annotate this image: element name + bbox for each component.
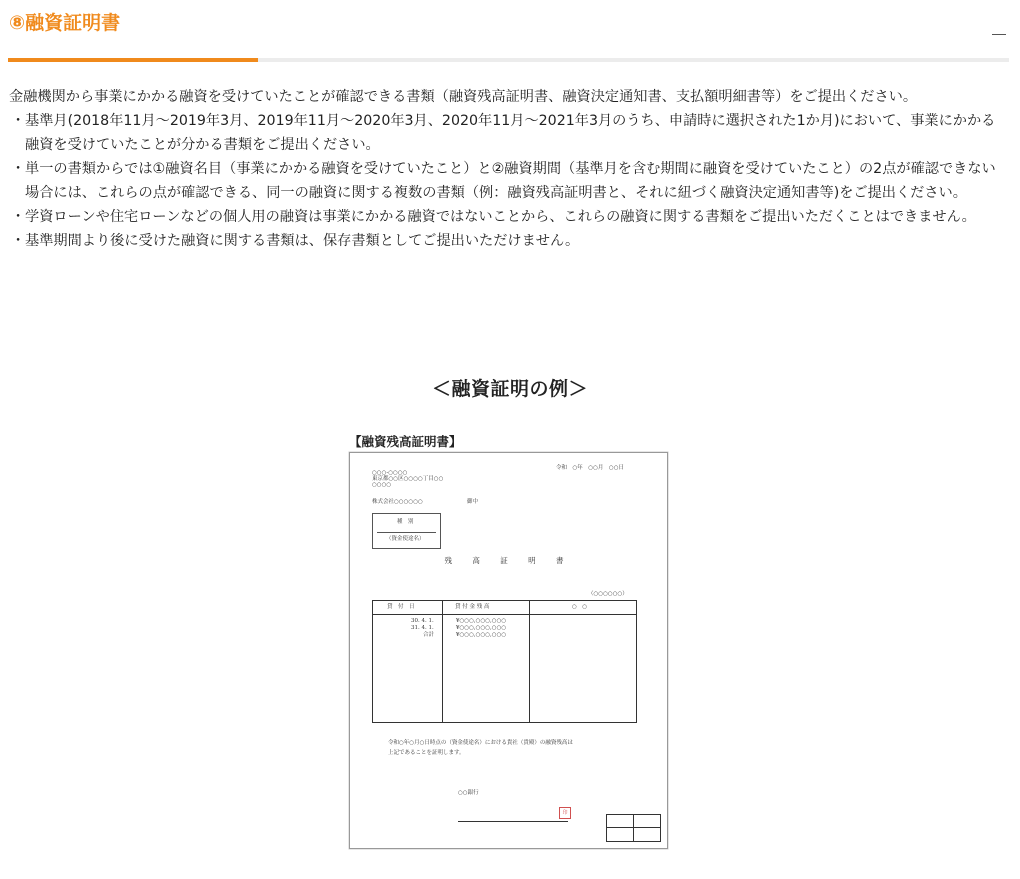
doc-date: 令和 ○年 ○○月 ○○日 bbox=[556, 465, 624, 471]
doc-type-box: 種 別 （資金使途名） bbox=[372, 513, 441, 549]
intro-text bbox=[9, 85, 1009, 253]
list-item: ・ 単一の書類からでは①融資名目（事業にかかる融資を受けていたこと）と②融資期間（基準月を含む期間に融資を受けていたこと）の2点が確認できない場合には、これらの点が確認できる、同一の融資に関する複数の書類（例：融資残高証明書と、それに紐づく融資決定通知書等)をご提出ください。 bbox=[11, 161, 996, 201]
requirement-list bbox=[9, 109, 1009, 253]
doc-honorific: 御中 bbox=[467, 499, 479, 505]
collapse-toggle-icon[interactable] bbox=[990, 26, 1008, 36]
table-row: 30. 4. 1. bbox=[411, 618, 434, 624]
list-item: ・ 学資ローンや住宅ローンなどの個人用の融資は事業にかかる融資ではないことから、これらの融資に関する書類をご提出いただくことはできません。 bbox=[11, 209, 976, 225]
doc-unit: （○○○○○○） bbox=[588, 591, 628, 597]
doc-title: 残 高 証 明 書 bbox=[444, 556, 573, 565]
sample-certificate-image bbox=[349, 452, 668, 849]
doc-address2: ○○○○ bbox=[372, 482, 392, 488]
doc-postal: ○○○-○○○○ bbox=[372, 470, 408, 476]
doc-statement: 令和○年○月○日時点の（資金使途名）における貴社（貴殿）の融資残高は bbox=[388, 740, 573, 746]
seal-icon: 印 bbox=[559, 807, 571, 819]
doc-address: 東京都○○区○○○○丁目○○ bbox=[372, 476, 444, 482]
section-divider-accent bbox=[8, 58, 258, 62]
doc-bank: ○○銀行 bbox=[458, 790, 479, 796]
doc-company: 株式会社○○○○○○ bbox=[372, 499, 423, 505]
section-header bbox=[0, 0, 1020, 64]
signature-line bbox=[458, 821, 568, 822]
doc-balance-table: 貸 付 日 貸 付 金 残 高 ○ ○ 30. 4. 1. ¥○○○,○○○,○○○ 31. 4. 1. ¥○○○,○○○,○○○ 合計 ¥○○○,○○○,○○○ bbox=[372, 600, 637, 723]
document-label: 【融資残高証明書】 bbox=[349, 434, 462, 449]
table-row: 合計 bbox=[423, 632, 435, 638]
stamp-box bbox=[606, 814, 661, 842]
section-divider bbox=[8, 58, 1009, 62]
section-title: ⑧融資証明書 bbox=[9, 12, 121, 34]
intro-lead: 金融機関から事業にかかる融資を受けていたことが確認できる書類（融資残高証明書、融資決定通知書、支払額明細書等）をご提出ください。 bbox=[9, 89, 918, 105]
list-item: ・ 基準月(2018年11月〜2019年3月、2019年11月〜2020年3月、2020年11月〜2021年3月のうち、申請時に選択された1か月)において、事業にかかる融資を受けていたことが分かる書類をご提出ください。 bbox=[11, 113, 996, 153]
example-heading: ＜融資証明の例＞ bbox=[431, 378, 588, 400]
list-item: ・ 基準期間より後に受けた融資に関する書類は、保存書類としてご提出いただけません。 bbox=[11, 233, 580, 249]
doc-statement-2: 上記であることを証明します。 bbox=[388, 750, 465, 756]
table-row: 31. 4. 1. bbox=[411, 625, 434, 631]
